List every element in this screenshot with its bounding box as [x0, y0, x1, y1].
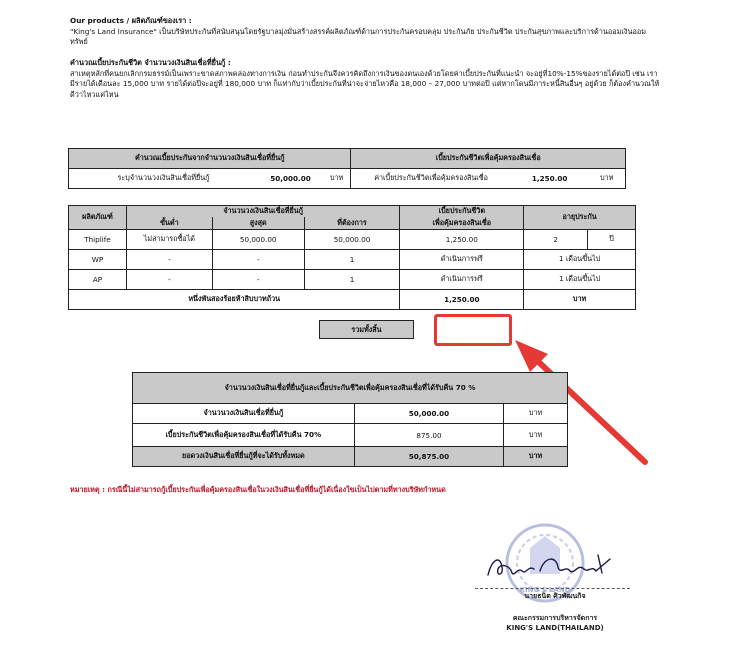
remark-note: หมายเหตุ : กรณีนี้ไม่สามารถกู้เบี้ยประกันเพื่อคุ้มครองสินเชื่อในวงเงินสินเชื่อที่ยื่นกู้ได้เนื่องใขเป็นไปตามที่ทางบริษัทกำหนด: [70, 485, 446, 494]
refund-summary-table: [132, 372, 568, 467]
min-amount: ไม่สามารถซื้อได้: [126, 230, 212, 250]
refund-value: 50,875.00: [354, 447, 504, 467]
header-premium: เบี้ยประกันชีวิต: [400, 206, 524, 218]
age-value: 1 เดือนขึ้นไป: [524, 270, 636, 290]
table-row: [133, 404, 568, 424]
refund-label: ยอดวงเงินสินเชื่อที่ยื่นกู้ที่จะได้รับทั้งหมด: [133, 447, 355, 467]
calc-heading: คำนวณเบี้ยประกันชีวิต จำนวนวงเงินสินเชื่อที่ยื่นกู้ :: [70, 58, 231, 67]
max-amount: -: [212, 270, 304, 290]
calc-body: สาเหตุหลักที่คนยกเลิกกรมธรรม์เป็นเพราะขาดสภาพคล่องทางการเงิน ก่อนทำประกันจึงควรคิดถึงการเงินของตนเองด้วยโดยค่าเบี้ยประกันที่แนะนำ จะอยู่ที่10%-15%ของรายได้ต่อปี เช่น เรามีรายได้เดือนละ 15,000 บาท รายได้ต่อปีจะอยู่ที่ 180,000 บาท ก็แท่ากับว่าเบี้ยประกันที่น่าจะจ่ายไหวคือ 18,000 – 27,000 บาทต่อปี แต่หากโดนมีภาระหนี้สินอื่นๆ อยู่ด้วย ก็ต้องคำนวณให้ดีว่าไหวแค่ไหน: [70, 68, 660, 99]
premium-amount: ดำเนินการฟรี: [400, 250, 524, 270]
header-min: ขั้นต่ำ: [126, 217, 212, 230]
signature-line: [475, 588, 630, 589]
header-loan-amount: จำนวนวงเงินสินเชื่อที่ยื่นกู้: [126, 206, 400, 218]
age-value: 2: [524, 230, 588, 250]
signature-icon: [470, 545, 650, 585]
total-in-words: หนึ่งพันสองร้อยห้าสิบบาทถ้วน: [69, 290, 400, 310]
header-need: ที่ต้องการ: [304, 217, 400, 230]
min-amount: -: [126, 250, 212, 270]
min-amount: -: [126, 270, 212, 290]
table-row: [133, 424, 568, 447]
refund-label: จำนวนวงเงินสินเชื่อที่ยื่นกู้: [133, 404, 355, 424]
loan-amount-unit: บาท: [323, 169, 351, 189]
need-amount: 50,000.00: [304, 230, 400, 250]
products-heading: Our products / ผลิตภัณฑ์ของเรา :: [70, 16, 192, 25]
total-value: 1,250.00: [400, 290, 524, 310]
total-unit: บาท: [524, 290, 636, 310]
refund-unit: บาท: [504, 447, 568, 467]
summary-header-left: คำนวณเบี้ยประกันจากจำนวนวงเงินสินเชื่อที่ยื่นกู้: [69, 149, 351, 169]
signer-name: นายธนิต ศิวพัฒนกิจ: [524, 592, 586, 600]
refund-unit: บาท: [504, 424, 568, 447]
premium-amount: 1,250.00: [400, 230, 524, 250]
max-amount: -: [212, 250, 304, 270]
premium-unit: บาท: [589, 169, 626, 189]
age-unit: ปี: [588, 230, 636, 250]
refund-unit: บาท: [504, 404, 568, 424]
header-age: อายุประกัน: [524, 206, 636, 230]
stamp-text: KING'S LAND: [519, 586, 571, 594]
need-amount: 1: [304, 250, 400, 270]
product-name: Thiplife: [69, 230, 127, 250]
premium-amount: ดำเนินการฟรี: [400, 270, 524, 290]
products-body: "King's Land Insurance" เป็นบริษัทประกันที่สนับสนุนโดยรัฐบาลมุ่งมั่นสร้างสรรค์ผลิตภัณฑ์ด้านการประกันครอบคลุม ประกันภัย ประกันชีวิต ประกันสุขภาพและบริการด้านออมเงินออมทรัพย์: [70, 26, 647, 46]
header-product: ผลิตภัณฑ์: [69, 206, 127, 230]
summary-header-right: เบี้ยประกันชีวิตเพื่อคุ้มครองสินเชื่อ: [351, 149, 626, 169]
refund-value: 875.00: [354, 424, 504, 447]
need-amount: 1: [304, 270, 400, 290]
signer-position: คณะกรรมการบริหารจัดการ: [512, 614, 598, 622]
signer-company: KING'S LAND(THAILAND): [506, 624, 604, 632]
product-name: AP: [69, 270, 127, 290]
refund-header: จำนวนวงเงินสินเชื่อที่ยื่นกู้และเบี้ยประกันชีวิตเพื่อคุ้มครองสินเชื่อที่ได้รับคืน 70 %: [133, 373, 568, 404]
premium-label: ค่าเบี้ยประกันชีวิตเพื่อคุ้มครองสินเชื่อ: [351, 169, 511, 189]
max-amount: 50,000.00: [212, 230, 304, 250]
age-value: 1 เดือนขึ้นไป: [524, 250, 636, 270]
premium-value: 1,250.00: [511, 169, 589, 189]
table-row: [133, 447, 568, 467]
refund-label: เบี้ยประกันชีวิตเพื่อคุ้มครองสินเชื่อที่ได้รับคืน 70%: [133, 424, 355, 447]
product-name: WP: [69, 250, 127, 270]
total-label: รวมทั้งสิ้น: [319, 320, 414, 339]
loan-amount-value: 50,000.00: [258, 169, 323, 189]
header-premium-sub: เพื่อคุ้มครองสินเชื่อ: [400, 217, 524, 230]
loan-amount-label: ระบุจำนวนวงเงินสินเชื่อที่ยื่นกู้: [69, 169, 259, 189]
refund-value: 50,000.00: [354, 404, 504, 424]
header-max: สูงสุด: [212, 217, 304, 230]
